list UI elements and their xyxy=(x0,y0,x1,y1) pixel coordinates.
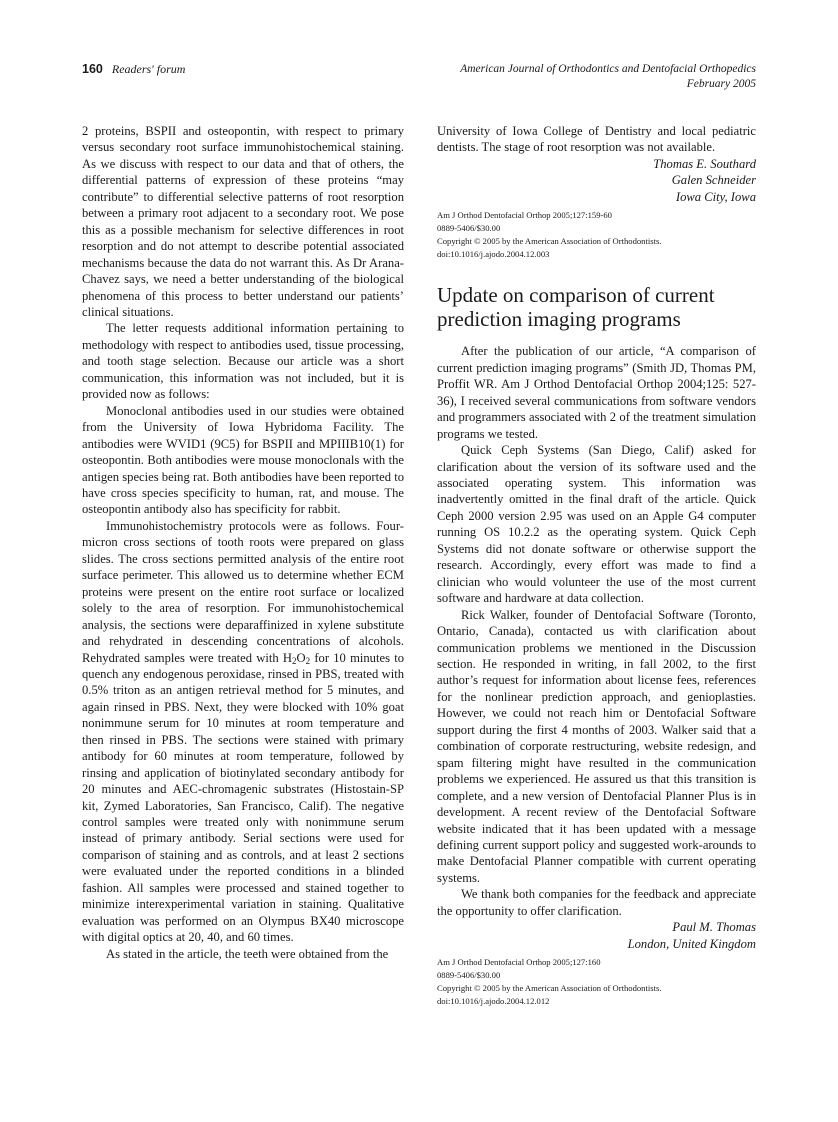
body-paragraph: University of Iowa College of Dentistry and local pediatric dentists. The stage of root resorption was not available. xyxy=(437,124,756,155)
page-number: 160 xyxy=(82,62,103,76)
author-name: Galen Schneider xyxy=(671,173,756,188)
running-header-right xyxy=(460,62,756,92)
author-signature xyxy=(437,156,756,206)
body-paragraph: After the publication of our article, “A comparison of current prediction imaging programs” (Smith JD, Thomas PM, Proffit WR. Am J Orthod Dentofacial Orthop 2004;125: 527-36), I received several communications from software vendors and programmers associated with 2 of the treatment simulation programs we tested. xyxy=(437,344,756,441)
doi: doi:10.1016/j.ajodo.2004.12.003 xyxy=(437,249,550,260)
issue-date: February 2005 xyxy=(686,78,756,90)
citation-line: 0889-5406/$30.00 xyxy=(437,223,501,234)
subscript: 2 xyxy=(292,655,297,666)
citation-line: 0889-5406/$30.00 xyxy=(437,970,501,981)
author-name: Paul M. Thomas xyxy=(672,920,756,935)
author-location: Iowa City, Iowa xyxy=(675,189,756,204)
doi: doi:10.1016/j.ajodo.2004.12.012 xyxy=(437,996,550,1007)
citation-line: Copyright © 2005 by the American Association of Orthodontists. xyxy=(437,236,662,247)
body-paragraph: Monoclonal antibodies used in our studies were obtained from the University of Iowa Hybridoma Facility. The antibodies were WVID1 (9C5) for BSPII and MPIIIB10(1) for osteopontin. Both antibodies were mouse monoclonals with the antigen species being rat. Both antibodies have been reported to have cross species specificity to human, rat, and mouse. The osteopontin antibody also has specificity for rabbit. xyxy=(82,403,404,517)
text: O xyxy=(296,650,306,665)
protocol-paragraph xyxy=(82,518,404,946)
body-paragraph: Quick Ceph Systems (San Diego, Calif) asked for clarification about the version of its software used and the associated operating system. This information was inadvertently omitted in the final draft of the article. Quick Ceph 2000 version 2.95 was used on an Apple G4 computer running OS 10.2.2 as the operating system. Quick Ceph Systems did not donate software or otherwise support the research. Accordingly, every effort was made to find a clinician who would volunteer the use of the most current software and hardware at data collection. xyxy=(437,443,756,606)
citation-block xyxy=(437,956,756,1008)
journal-title: American Journal of Orthodontics and Dentofacial Orthopedics xyxy=(460,63,756,75)
citation-block xyxy=(437,209,756,261)
body-paragraph: 2 proteins, BSPII and osteopontin, with respect to primary versus secondary root surface immunohistochemical staining. As we discuss with respect to our data and that of others, the differential patterns of expression of these proteins “may contribute” to differential selective patterns of root resorption between a primary root adjacent to a secondary root. We pose this as a possible mechanism for selective differences in root resorption and do not attempt to describe potential associated mechanisms because the data do not warrant this. As Dr Arana-Chavez says, we need a better understanding of the biological phenomena of this process to better understand our patients’ clinical situations. xyxy=(82,124,404,319)
author-location: London, United Kingdom xyxy=(627,936,756,951)
citation-line: Copyright © 2005 by the American Association of Orthodontists. xyxy=(437,983,662,994)
subscript: 2 xyxy=(305,655,311,666)
author-name: Thomas E. Southard xyxy=(653,156,756,171)
citation-line: Am J Orthod Dentofacial Orthop 2005;127:159-60 xyxy=(437,210,612,221)
article-title: Update on comparison of current prediction imaging programs xyxy=(437,283,715,332)
author-signature xyxy=(437,919,756,952)
left-column xyxy=(82,123,404,962)
right-column xyxy=(437,123,756,1008)
body-paragraph: As stated in the article, the teeth were obtained from the xyxy=(106,946,389,961)
running-header-left xyxy=(82,62,185,77)
text: Immunohistochemistry protocols were as follows. Four-micron cross sections of tooth roots were prepared on glass slides. The cross sections permitted analysis of the entire root surface perimeter. This allowed us to determine whether ECM proteins were present on the entire root surface or localized solely to the area of resorption. For immunohistochemical analysis, the sections were deparaffinized in xylene substitute and rehydrated in descending concentrations of alcohols. Rehydrated samples were treated with H xyxy=(82,518,404,665)
body-paragraph: The letter requests additional information pertaining to methodology with respect to antibodies used, tissue processing, and tooth stage selection. Because our article was a short communication, this information was not included, but it is provided now as follows: xyxy=(82,321,404,402)
body-paragraph: Rick Walker, founder of Dentofacial Software (Toronto, Ontario, Canada), contacted us with clarification about communication problems we mentioned in the Discussion section. He responded in writing, in fall 2002, to the first author’s request for information about license fees, references for the nonlinear prediction approach, and genioplasties. However, we could not reach him or Dentofacial Software support during the first 4 months of 2003. Walker said that a combination of corporate restructuring, website redesign, and spam filtering might have resulted in the communication problems we experienced. He assured us that this transition is complete, and a new version of Dentofacial Planner Plus is in development. A recent review of the Dentofacial Software website indicated that it has been updated with a message defining current support policy and suggested work-arounds to make Dentofacial Planner compatible with current operating systems. xyxy=(437,607,756,885)
text: for 10 minutes to quench any endogenous peroxidase, rinsed in PBS, treated with 0.5% triton as an antigen retrieval method for 5 minutes, and again rinsed in PBS. Next, they were blocked with 10% goat nonimmune serum for 10 minutes at room temperature and then rinsed in PBS. The sections were stained with primary antibody for 60 minutes at room temperature, followed by rinsing and application of biotinylated secondary antibody for 20 minutes and AEC-chromagenic substrates (Histostain-SP kit, Zymed Laboratories, San Francisco, Calif). The negative control samples were treated only with nonimmune serum instead of primary antibody. Serial sections were used for comparison of staining and as controls, and at least 2 sections were evaluated under the reported conditions in a blinded fashion. All samples were processed and stained together to minimize interexperimental variation in staining. Qualitative evaluation was performed on an Olympus BX40 microscope with digital optics at 20, 40, and 60 times. xyxy=(82,650,404,945)
section-name: Readers' forum xyxy=(111,62,186,76)
body-paragraph: We thank both companies for the feedback and appreciate the opportunity to offer clarification. xyxy=(437,887,756,918)
citation-line: Am J Orthod Dentofacial Orthop 2005;127:160 xyxy=(437,957,601,968)
